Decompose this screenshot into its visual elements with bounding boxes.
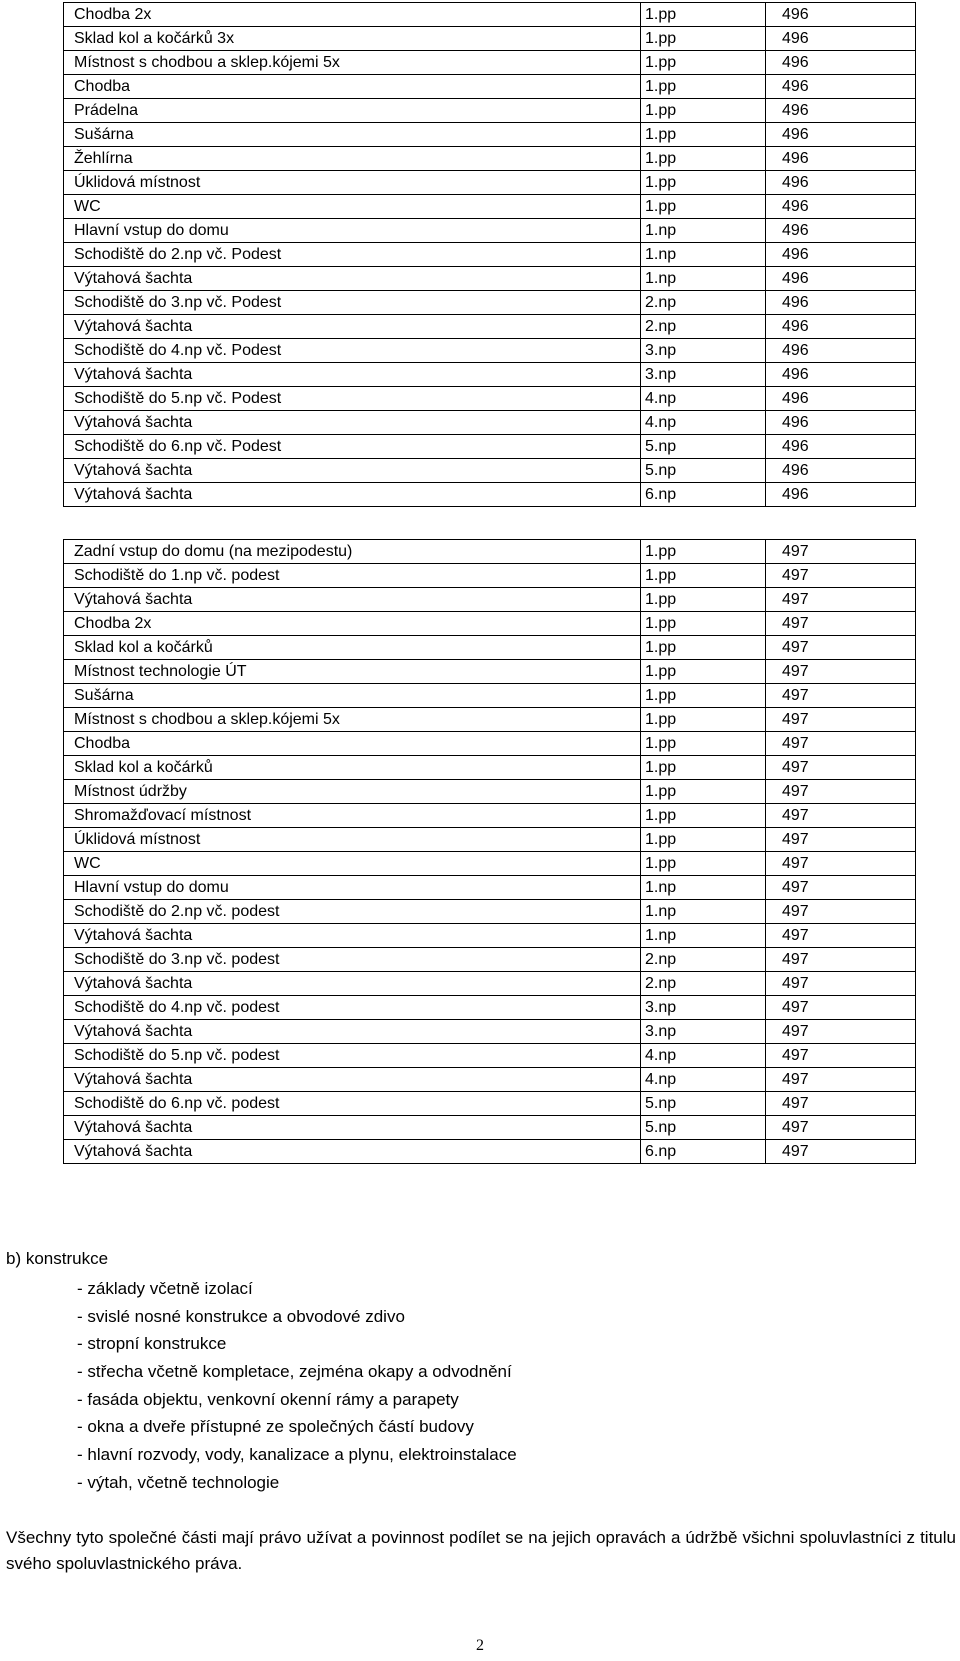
table-row: [64, 876, 916, 900]
table-row: [64, 684, 916, 708]
floor-cell: 6.np: [641, 483, 766, 507]
room-name-cell: WC: [64, 195, 641, 219]
floor-cell: 5.np: [641, 1116, 766, 1140]
room-name-cell: Zadní vstup do domu (na mezipodestu): [64, 540, 641, 564]
room-name-cell: Chodba: [64, 75, 641, 99]
room-name-cell: Hlavní vstup do domu: [64, 876, 641, 900]
table-row: [64, 852, 916, 876]
rooms-table-497: [63, 539, 916, 1164]
floor-cell: 1.pp: [641, 171, 766, 195]
floor-cell: 4.np: [641, 1068, 766, 1092]
unit-cell: 497: [766, 588, 916, 612]
unit-cell: 497: [766, 972, 916, 996]
table-row: [64, 1068, 916, 1092]
table-row: [64, 996, 916, 1020]
table-row: [64, 435, 916, 459]
floor-cell: 2.np: [641, 291, 766, 315]
room-name-cell: Výtahová šachta: [64, 267, 641, 291]
table-row: [64, 924, 916, 948]
room-name-cell: Schodiště do 1.np vč. podest: [64, 564, 641, 588]
floor-cell: 2.np: [641, 972, 766, 996]
unit-cell: 497: [766, 1044, 916, 1068]
floor-cell: 1.pp: [641, 636, 766, 660]
unit-cell: 497: [766, 1140, 916, 1164]
table-row: [64, 732, 916, 756]
table-row: [64, 588, 916, 612]
table-row: [64, 1020, 916, 1044]
list-item: - střecha včetně kompletace, zejména okapy a odvodnění: [77, 1362, 512, 1382]
floor-cell: 1.np: [641, 924, 766, 948]
table-row: [64, 948, 916, 972]
room-name-cell: Výtahová šachta: [64, 1068, 641, 1092]
list-item: - okna a dveře přístupné ze společných částí budovy: [77, 1417, 474, 1437]
floor-cell: 3.np: [641, 1020, 766, 1044]
table-row: [64, 780, 916, 804]
floor-cell: 5.np: [641, 459, 766, 483]
unit-cell: 497: [766, 708, 916, 732]
unit-cell: 497: [766, 828, 916, 852]
floor-cell: 6.np: [641, 1140, 766, 1164]
unit-cell: 497: [766, 564, 916, 588]
unit-cell: 497: [766, 780, 916, 804]
room-name-cell: Výtahová šachta: [64, 363, 641, 387]
list-item: - výtah, včetně technologie: [77, 1472, 280, 1492]
unit-cell: 497: [766, 900, 916, 924]
room-name-cell: Sušárna: [64, 684, 641, 708]
room-name-cell: Místnost s chodbou a sklep.kójemi 5x: [64, 51, 641, 75]
table-row: [64, 804, 916, 828]
table-row: [64, 267, 916, 291]
table-row: [64, 636, 916, 660]
floor-cell: 4.np: [641, 411, 766, 435]
table-row: [64, 51, 916, 75]
table-row: [64, 564, 916, 588]
floor-cell: 1.pp: [641, 99, 766, 123]
room-name-cell: Žehlírna: [64, 147, 641, 171]
room-name-cell: Schodiště do 6.np vč. podest: [64, 1092, 641, 1116]
table-row: [64, 315, 916, 339]
unit-cell: 497: [766, 852, 916, 876]
floor-cell: 1.np: [641, 243, 766, 267]
table-row: [64, 27, 916, 51]
list-item: - fasáda objektu, venkovní okenní rámy a parapety: [77, 1389, 459, 1409]
room-name-cell: Sklad kol a kočárků: [64, 636, 641, 660]
room-name-cell: Schodiště do 2.np vč. podest: [64, 900, 641, 924]
unit-cell: 497: [766, 1068, 916, 1092]
room-name-cell: Chodba 2x: [64, 612, 641, 636]
table-row: [64, 972, 916, 996]
room-name-cell: Schodiště do 5.np vč. Podest: [64, 387, 641, 411]
room-name-cell: Schodiště do 4.np vč. podest: [64, 996, 641, 1020]
list-item: - hlavní rozvody, vody, kanalizace a plynu, elektroinstalace: [77, 1445, 517, 1465]
table-row: [64, 828, 916, 852]
unit-cell: 496: [766, 267, 916, 291]
table-row: [64, 459, 916, 483]
floor-cell: 1.pp: [641, 756, 766, 780]
room-name-cell: Sušárna: [64, 123, 641, 147]
table-row: [64, 1116, 916, 1140]
table-row: [64, 483, 916, 507]
unit-cell: 496: [766, 387, 916, 411]
table-row: [64, 147, 916, 171]
unit-cell: 496: [766, 291, 916, 315]
room-name-cell: WC: [64, 852, 641, 876]
floor-cell: 1.pp: [641, 588, 766, 612]
unit-cell: 496: [766, 483, 916, 507]
table-row: [64, 1092, 916, 1116]
unit-cell: 496: [766, 195, 916, 219]
unit-cell: 496: [766, 123, 916, 147]
floor-cell: 3.np: [641, 363, 766, 387]
table-row: [64, 900, 916, 924]
room-name-cell: Prádelna: [64, 99, 641, 123]
room-name-cell: Schodiště do 2.np vč. Podest: [64, 243, 641, 267]
unit-cell: 497: [766, 1116, 916, 1140]
room-name-cell: Výtahová šachta: [64, 483, 641, 507]
room-name-cell: Místnost s chodbou a sklep.kójemi 5x: [64, 708, 641, 732]
unit-cell: 497: [766, 732, 916, 756]
unit-cell: 497: [766, 948, 916, 972]
unit-cell: 497: [766, 876, 916, 900]
floor-cell: 1.pp: [641, 3, 766, 27]
floor-cell: 1.pp: [641, 612, 766, 636]
room-name-cell: Výtahová šachta: [64, 459, 641, 483]
list-item: - svislé nosné konstrukce a obvodové zdivo: [77, 1306, 405, 1326]
page-number: 2: [476, 1637, 484, 1654]
unit-cell: 497: [766, 804, 916, 828]
room-name-cell: Schodiště do 5.np vč. podest: [64, 1044, 641, 1068]
room-name-cell: Výtahová šachta: [64, 924, 641, 948]
unit-cell: 496: [766, 27, 916, 51]
table-row: [64, 387, 916, 411]
room-name-cell: Výtahová šachta: [64, 1140, 641, 1164]
unit-cell: 497: [766, 684, 916, 708]
floor-cell: 1.pp: [641, 123, 766, 147]
floor-cell: 1.pp: [641, 732, 766, 756]
table-row: [64, 1140, 916, 1164]
floor-cell: 1.np: [641, 876, 766, 900]
room-name-cell: Výtahová šachta: [64, 1116, 641, 1140]
closing-paragraph: Všechny tyto společné části mají právo užívat a povinnost podílet se na jejich opravách a údržbě všichni spoluvlastníci z titulu svého spoluvlastnického práva.: [6, 1528, 956, 1573]
table-row: [64, 708, 916, 732]
room-name-cell: Shromažďovací místnost: [64, 804, 641, 828]
unit-cell: 496: [766, 243, 916, 267]
table-row: [64, 3, 916, 27]
unit-cell: 496: [766, 75, 916, 99]
table-row: [64, 756, 916, 780]
table-row: [64, 540, 916, 564]
table-row: [64, 612, 916, 636]
unit-cell: 496: [766, 459, 916, 483]
room-name-cell: Výtahová šachta: [64, 972, 641, 996]
room-name-cell: Schodiště do 4.np vč. Podest: [64, 339, 641, 363]
room-name-cell: Chodba: [64, 732, 641, 756]
room-name-cell: Schodiště do 3.np vč. podest: [64, 948, 641, 972]
unit-cell: 497: [766, 540, 916, 564]
unit-cell: 497: [766, 924, 916, 948]
room-name-cell: Sklad kol a kočárků 3x: [64, 27, 641, 51]
floor-cell: 1.pp: [641, 780, 766, 804]
unit-cell: 496: [766, 99, 916, 123]
floor-cell: 1.pp: [641, 708, 766, 732]
unit-cell: 496: [766, 147, 916, 171]
floor-cell: 1.pp: [641, 828, 766, 852]
room-name-cell: Výtahová šachta: [64, 315, 641, 339]
table-row: [64, 123, 916, 147]
table-row: [64, 243, 916, 267]
floor-cell: 4.np: [641, 387, 766, 411]
room-name-cell: Výtahová šachta: [64, 1020, 641, 1044]
table-row: [64, 219, 916, 243]
unit-cell: 496: [766, 435, 916, 459]
unit-cell: 496: [766, 219, 916, 243]
unit-cell: 497: [766, 660, 916, 684]
table-row: [64, 411, 916, 435]
room-name-cell: Úklidová místnost: [64, 828, 641, 852]
room-name-cell: Sklad kol a kočárků: [64, 756, 641, 780]
floor-cell: 1.pp: [641, 147, 766, 171]
table-row: [64, 171, 916, 195]
rooms-table-496: [63, 2, 916, 507]
unit-cell: 497: [766, 636, 916, 660]
table-row: [64, 99, 916, 123]
room-name-cell: Chodba 2x: [64, 3, 641, 27]
room-name-cell: Úklidová místnost: [64, 171, 641, 195]
room-name-cell: Schodiště do 6.np vč. Podest: [64, 435, 641, 459]
floor-cell: 1.pp: [641, 660, 766, 684]
table-row: [64, 1044, 916, 1068]
floor-cell: 1.pp: [641, 852, 766, 876]
unit-cell: 496: [766, 315, 916, 339]
room-name-cell: Výtahová šachta: [64, 588, 641, 612]
table-row: [64, 660, 916, 684]
room-name-cell: Výtahová šachta: [64, 411, 641, 435]
unit-cell: 496: [766, 51, 916, 75]
unit-cell: 497: [766, 756, 916, 780]
floor-cell: 1.np: [641, 900, 766, 924]
section-title: b) konstrukce: [6, 1249, 109, 1268]
floor-cell: 1.pp: [641, 804, 766, 828]
floor-cell: 1.pp: [641, 564, 766, 588]
floor-cell: 1.np: [641, 219, 766, 243]
room-name-cell: Místnost údržby: [64, 780, 641, 804]
list-item: - stropní konstrukce: [77, 1334, 227, 1354]
unit-cell: 496: [766, 3, 916, 27]
floor-cell: 5.np: [641, 435, 766, 459]
unit-cell: 497: [766, 1092, 916, 1116]
unit-cell: 496: [766, 411, 916, 435]
floor-cell: 3.np: [641, 339, 766, 363]
room-name-cell: Místnost technologie ÚT: [64, 660, 641, 684]
table-row: [64, 195, 916, 219]
table-row: [64, 363, 916, 387]
floor-cell: 1.pp: [641, 540, 766, 564]
unit-cell: 497: [766, 1020, 916, 1044]
table-row: [64, 291, 916, 315]
table-row: [64, 339, 916, 363]
room-name-cell: Schodiště do 3.np vč. Podest: [64, 291, 641, 315]
unit-cell: 496: [766, 363, 916, 387]
unit-cell: 496: [766, 171, 916, 195]
floor-cell: 1.pp: [641, 684, 766, 708]
unit-cell: 497: [766, 996, 916, 1020]
floor-cell: 1.np: [641, 267, 766, 291]
floor-cell: 1.pp: [641, 51, 766, 75]
floor-cell: 1.pp: [641, 27, 766, 51]
floor-cell: 2.np: [641, 315, 766, 339]
floor-cell: 2.np: [641, 948, 766, 972]
unit-cell: 497: [766, 612, 916, 636]
floor-cell: 3.np: [641, 996, 766, 1020]
room-name-cell: Hlavní vstup do domu: [64, 219, 641, 243]
floor-cell: 4.np: [641, 1044, 766, 1068]
list-item: - základy včetně izolací: [77, 1279, 253, 1298]
table-row: [64, 75, 916, 99]
floor-cell: 1.pp: [641, 195, 766, 219]
floor-cell: 5.np: [641, 1092, 766, 1116]
unit-cell: 496: [766, 339, 916, 363]
floor-cell: 1.pp: [641, 75, 766, 99]
constructions-list: [77, 1276, 517, 1498]
